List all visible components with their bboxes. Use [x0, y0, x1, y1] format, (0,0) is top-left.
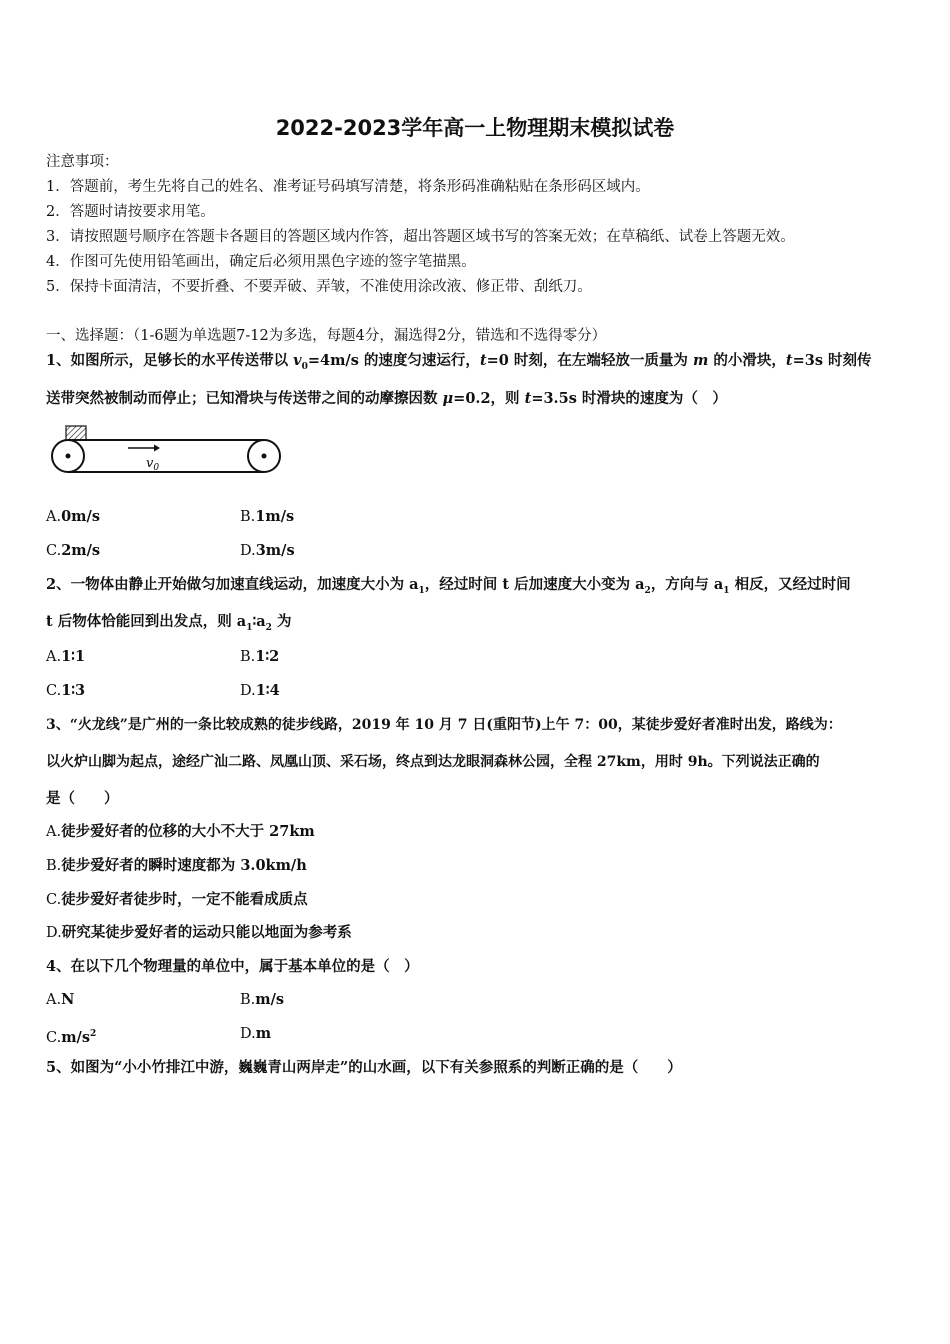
- option-a[interactable]: A.0m/s: [46, 508, 100, 525]
- option-c[interactable]: C.2m/s: [46, 542, 101, 559]
- option-a[interactable]: A.1∶1: [46, 648, 86, 665]
- option-c[interactable]: C.徒步爱好者徒步时，一定不能看成质点: [46, 891, 308, 908]
- option-c[interactable]: C.1∶3: [46, 682, 86, 699]
- question-1-line-1: 1、如图所示，足够长的水平传送带以 $v_0=4m/s$ 的速度匀速运行，t=0 时刻，在左端轻放一质量为 m 的小滑块，t=3s 时刻传: [46, 352, 872, 372]
- option-d[interactable]: D.1∶4: [240, 682, 280, 699]
- question-1-line-2: 送带突然被制动而停止；已知滑块与传送带之间的动摩擦因数 μ=0.2，则 t=3.5s 时滑块的速度为（ ）: [46, 390, 727, 407]
- notice-item: 1．答题前，考生先将自己的姓名、准考证号码填写清楚，将条形码准确粘贴在条形码区域内。: [46, 179, 650, 195]
- question-3-line-3: 是（ ）: [46, 790, 119, 807]
- notice-item: 3．请按照题号顺序在答题卡各题目的答题区域内作答，超出答题区域书写的答案无效；在草稿纸、试卷上答题无效。: [46, 229, 795, 245]
- page-title: 2022-2023学年高一上物理期末模拟试卷: [275, 116, 675, 140]
- question-3-line-1: 3、“火龙线”是广州的一条比较成熟的徒步线路，2019 年 10 月 7 日(重阳节)上午 7：00，某徒步爱好者准时出发，路线为：: [46, 717, 842, 733]
- right-pulley-axle: [262, 454, 267, 459]
- option-d[interactable]: D.3m/s: [240, 542, 295, 559]
- question-2-line-2: t 后物体恰能回到出发点，则 $a_1∶a_2$ 为: [46, 613, 292, 633]
- velocity-label: $v_0$: [146, 456, 160, 473]
- question-3-line-2: 以火炉山脚为起点，途经广汕二路、凤凰山顶、采石场，终点到达龙眼洞森林公园，全程 27km，用时 9h。下列说法正确的: [46, 754, 820, 770]
- question-2-line-1: 2、一物体由静止开始做匀加速直线运动，加速度大小为 $a_1$，经过时间 t 后加速度大小变为 $a_2$，方向与 $a_1$ 相反，又经过时间: [46, 576, 851, 596]
- option-a[interactable]: A.徒步爱好者的位移的大小不大于 27km: [46, 823, 315, 840]
- option-a[interactable]: A.N: [46, 991, 75, 1008]
- question-5-line-1: 5、如图为“小小竹排江中游，巍巍青山两岸走”的山水画，以下有关参照系的判断正确的是（ ）: [46, 1059, 682, 1076]
- notice-item: 2．答题时请按要求用笔。: [46, 204, 215, 220]
- question-4-line-1: 4、在以下几个物理量的单位中，属于基本单位的是（ ）: [46, 958, 419, 975]
- option-b[interactable]: B.m/s: [240, 991, 285, 1008]
- notice-item: 4．作图可先使用铅笔画出，确定后必须用黑色字迹的签字笔描黑。: [46, 254, 476, 270]
- velocity-arrowhead: [154, 445, 160, 452]
- left-pulley-axle: [66, 454, 71, 459]
- notice-item: 5．保持卡面清洁，不要折叠、不要弄破、弄皱，不准使用涂改液、修正带、刮纸刀。: [46, 279, 592, 295]
- section-heading: 一、选择题：（1-6题为单选题7-12为多选，每题4分，漏选得2分，错选和不选得零分）: [46, 328, 607, 344]
- notice-heading: 注意事项：: [46, 154, 119, 170]
- slider-block: [66, 426, 86, 440]
- option-b[interactable]: B.1∶2: [240, 648, 280, 665]
- conveyor-belt-figure: [46, 422, 286, 478]
- option-b[interactable]: B.徒步爱好者的瞬时速度都为 3.0km/h: [46, 857, 307, 874]
- option-d[interactable]: D.研究某徒步爱好者的运动只能以地面为参考系: [46, 924, 352, 941]
- option-d[interactable]: D.m: [240, 1025, 272, 1042]
- option-c[interactable]: $C.m/s^2$: [46, 1028, 97, 1046]
- option-b[interactable]: B.1m/s: [240, 508, 295, 525]
